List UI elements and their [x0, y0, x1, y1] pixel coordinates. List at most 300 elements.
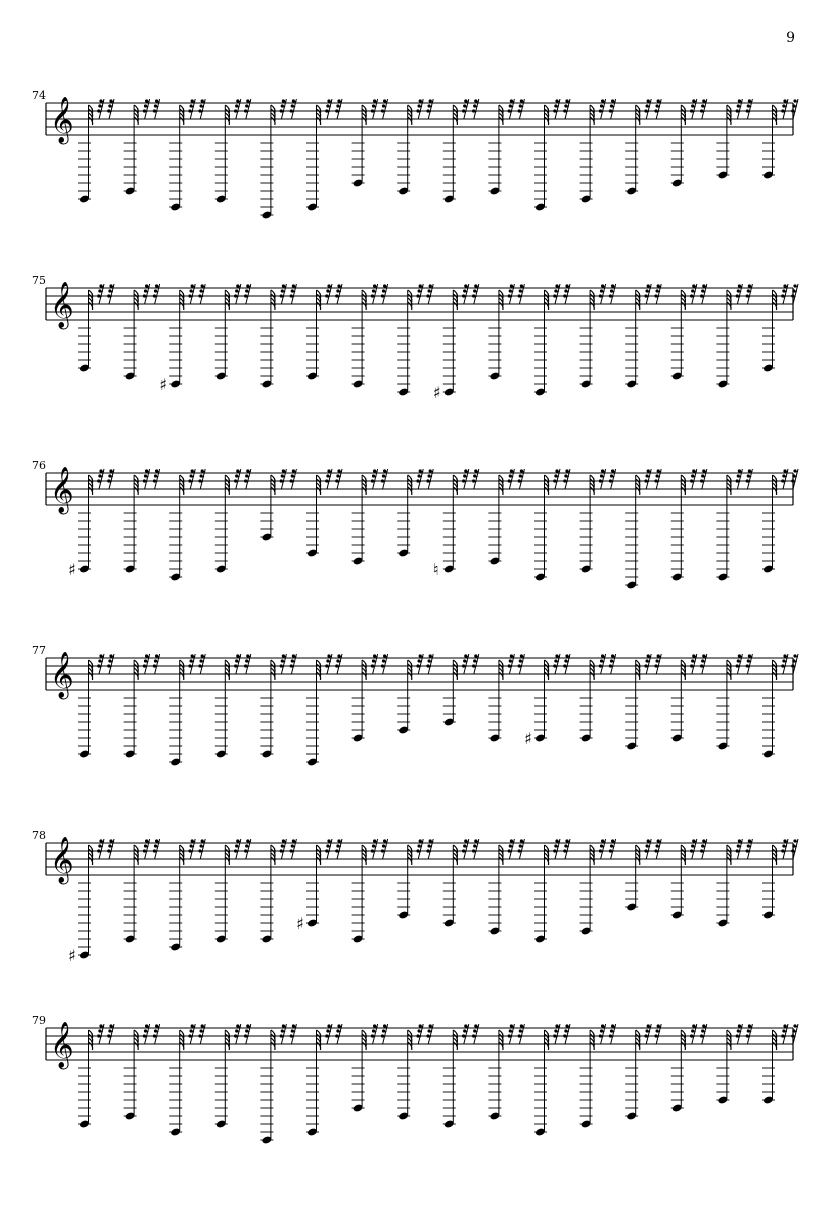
note: [124, 1024, 160, 1121]
rest-icon: [381, 284, 388, 304]
note: [296, 839, 342, 933]
rest-icon: [426, 1024, 433, 1044]
rest-icon: [335, 99, 342, 119]
rest-icon: [188, 284, 195, 304]
rest-icon: [143, 99, 150, 119]
note: [397, 99, 433, 196]
note: [762, 284, 798, 373]
staff: [0, 268, 835, 468]
rest-icon: [736, 99, 743, 119]
rest-icon: [654, 284, 661, 304]
rest-icon: [462, 99, 469, 119]
note: [397, 284, 433, 397]
note: [169, 654, 205, 767]
rest-icon: [518, 284, 525, 304]
rest-icon: [143, 284, 150, 304]
staff: [0, 1008, 835, 1208]
note: [159, 284, 205, 394]
rest-icon: [280, 99, 287, 119]
rest-icon: [518, 1024, 525, 1044]
rest-icon: [644, 839, 651, 859]
note: [625, 654, 661, 751]
rest-icon: [700, 1024, 707, 1044]
note: [397, 1024, 433, 1121]
rest-icon: [462, 469, 469, 489]
rest-icon: [609, 469, 616, 489]
rest-icon: [736, 1024, 743, 1044]
rest-icon: [325, 654, 332, 674]
treble-clef-icon: 𝄞: [50, 282, 74, 328]
note: [169, 839, 205, 952]
rest-icon: [518, 654, 525, 674]
note: [671, 1024, 707, 1113]
rest-icon: [198, 469, 205, 489]
measure-number: 75: [32, 274, 46, 287]
note: [78, 99, 114, 204]
rest-icon: [654, 1024, 661, 1044]
note: [716, 839, 752, 928]
rest-icon: [563, 99, 570, 119]
rest-icon: [426, 839, 433, 859]
note: [716, 284, 752, 389]
sharp-accidental: ♯: [296, 914, 304, 933]
note: [306, 1024, 342, 1137]
note: [580, 284, 616, 389]
rest-icon: [462, 284, 469, 304]
note: [671, 469, 707, 582]
rest-icon: [609, 839, 616, 859]
rest-icon: [280, 1024, 287, 1044]
rest-icon: [198, 839, 205, 859]
note: [534, 469, 570, 582]
note: [524, 654, 570, 748]
rest-icon: [234, 284, 241, 304]
rest-icon: [508, 284, 515, 304]
rest-icon: [188, 99, 195, 119]
rest-icon: [508, 1024, 515, 1044]
note: [534, 1024, 570, 1137]
rest-icon: [234, 839, 241, 859]
rest-icon: [609, 284, 616, 304]
rest-icon: [518, 99, 525, 119]
note: [215, 839, 251, 944]
rest-icon: [472, 839, 479, 859]
rest-icon: [690, 284, 697, 304]
rest-icon: [335, 654, 342, 674]
rest-icon: [371, 654, 378, 674]
rest-icon: [107, 99, 114, 119]
rest-icon: [371, 839, 378, 859]
note: [443, 99, 479, 204]
rest-icon: [690, 99, 697, 119]
rest-icon: [736, 654, 743, 674]
rest-icon: [553, 654, 560, 674]
rest-icon: [654, 469, 661, 489]
note: [124, 99, 160, 196]
note: [78, 1024, 114, 1129]
rest-icon: [599, 654, 606, 674]
rest-icon: [143, 469, 150, 489]
rest-icon: [107, 1024, 114, 1044]
note: [580, 654, 616, 743]
staff-system: [0, 268, 835, 468]
rest-icon: [599, 839, 606, 859]
staff-system: [0, 83, 835, 283]
rest-icon: [700, 469, 707, 489]
rest-icon: [472, 469, 479, 489]
rest-icon: [654, 654, 661, 674]
rest-icon: [462, 654, 469, 674]
rest-icon: [644, 284, 651, 304]
rest-icon: [426, 469, 433, 489]
rest-icon: [97, 1024, 104, 1044]
note: [260, 1024, 296, 1145]
rest-icon: [736, 284, 743, 304]
rest-icon: [153, 1024, 160, 1044]
page-number: 9: [786, 30, 795, 46]
rest-icon: [746, 839, 753, 859]
rest-icon: [781, 469, 788, 489]
rest-icon: [746, 99, 753, 119]
note: [443, 839, 479, 928]
measure-number: 79: [32, 1014, 46, 1027]
rest-icon: [553, 469, 560, 489]
rest-icon: [143, 839, 150, 859]
rest-icon: [153, 469, 160, 489]
rest-icon: [290, 469, 297, 489]
measure-number: 78: [32, 829, 46, 842]
rest-icon: [781, 1024, 788, 1044]
rest-icon: [107, 284, 114, 304]
rest-icon: [280, 654, 287, 674]
rest-icon: [198, 99, 205, 119]
note: [488, 469, 524, 566]
rest-icon: [690, 839, 697, 859]
rest-icon: [107, 839, 114, 859]
note: [671, 284, 707, 381]
rest-icon: [188, 1024, 195, 1044]
note: [488, 839, 524, 936]
note: [352, 469, 388, 566]
rest-icon: [325, 99, 332, 119]
rest-icon: [746, 1024, 753, 1044]
rest-icon: [690, 654, 697, 674]
rest-icon: [280, 284, 287, 304]
staff: [0, 638, 835, 838]
rest-icon: [371, 284, 378, 304]
rest-icon: [335, 1024, 342, 1044]
rest-icon: [553, 99, 560, 119]
rest-icon: [234, 1024, 241, 1044]
rest-icon: [416, 839, 423, 859]
note: [78, 284, 114, 373]
note: [625, 1024, 661, 1121]
note: [433, 284, 479, 402]
rest-icon: [690, 469, 697, 489]
note: [433, 469, 479, 579]
rest-icon: [188, 839, 195, 859]
rest-icon: [736, 469, 743, 489]
note: [580, 99, 616, 204]
rest-icon: [426, 654, 433, 674]
rest-icon: [553, 1024, 560, 1044]
rest-icon: [472, 99, 479, 119]
rest-icon: [462, 839, 469, 859]
note: [306, 654, 342, 767]
staff-system: [0, 823, 835, 1023]
rest-icon: [644, 99, 651, 119]
rest-icon: [325, 469, 332, 489]
rest-icon: [462, 1024, 469, 1044]
rest-icon: [381, 839, 388, 859]
rest-icon: [234, 469, 241, 489]
rest-icon: [654, 839, 661, 859]
note: [215, 99, 251, 204]
rest-icon: [781, 654, 788, 674]
rest-icon: [426, 99, 433, 119]
note: [671, 99, 707, 188]
rest-icon: [508, 839, 515, 859]
note: [625, 99, 661, 196]
note: [488, 99, 524, 196]
rest-icon: [107, 469, 114, 489]
staff-system: [0, 1008, 835, 1208]
rest-icon: [188, 469, 195, 489]
rest-icon: [791, 1024, 798, 1044]
rest-icon: [153, 99, 160, 119]
sharp-accidental: ♯: [159, 375, 167, 394]
rest-icon: [244, 1024, 251, 1044]
note: [169, 469, 205, 582]
note: [215, 1024, 251, 1129]
staff: [0, 453, 835, 653]
rest-icon: [325, 839, 332, 859]
staff: [0, 83, 835, 283]
rest-icon: [599, 1024, 606, 1044]
note: [78, 654, 114, 759]
note: [215, 654, 251, 759]
rest-icon: [508, 99, 515, 119]
rest-icon: [472, 1024, 479, 1044]
note: [68, 839, 114, 965]
note: [169, 1024, 205, 1137]
treble-clef-icon: 𝄞: [50, 467, 74, 513]
rest-icon: [563, 284, 570, 304]
rest-icon: [416, 1024, 423, 1044]
note: [716, 654, 752, 751]
note: [215, 284, 251, 381]
rest-icon: [97, 654, 104, 674]
sharp-accidental: ♯: [68, 946, 76, 965]
staff-system: [0, 453, 835, 653]
rest-icon: [325, 284, 332, 304]
rest-icon: [280, 469, 287, 489]
rest-icon: [143, 654, 150, 674]
note: [260, 99, 296, 220]
rest-icon: [609, 654, 616, 674]
rest-icon: [244, 99, 251, 119]
measure-number: 74: [32, 89, 46, 102]
note: [580, 839, 616, 936]
note: [124, 469, 160, 574]
treble-clef-icon: 𝄞: [50, 1022, 74, 1068]
rest-icon: [416, 284, 423, 304]
note: [306, 469, 342, 558]
rest-icon: [188, 654, 195, 674]
rest-icon: [381, 469, 388, 489]
rest-icon: [416, 469, 423, 489]
rest-icon: [426, 284, 433, 304]
rest-icon: [234, 99, 241, 119]
rest-icon: [736, 839, 743, 859]
rest-icon: [290, 1024, 297, 1044]
treble-clef-icon: 𝄞: [50, 652, 74, 698]
rest-icon: [97, 99, 104, 119]
note: [124, 654, 160, 759]
staff-system: [0, 638, 835, 838]
note: [443, 1024, 479, 1129]
rest-icon: [198, 1024, 205, 1044]
rest-icon: [198, 654, 205, 674]
natural-accidental: ♮: [432, 560, 439, 579]
rest-icon: [381, 1024, 388, 1044]
rest-icon: [508, 469, 515, 489]
rest-icon: [563, 839, 570, 859]
rest-icon: [654, 99, 661, 119]
rest-icon: [609, 99, 616, 119]
note: [260, 654, 296, 759]
note: [260, 839, 296, 944]
note: [534, 839, 570, 944]
note: [352, 284, 388, 389]
note: [215, 469, 251, 574]
rest-icon: [153, 284, 160, 304]
rest-icon: [97, 469, 104, 489]
note: [488, 654, 524, 743]
rest-icon: [746, 654, 753, 674]
note: [352, 839, 388, 944]
note: [306, 284, 342, 381]
note: [580, 1024, 616, 1129]
rest-icon: [381, 654, 388, 674]
rest-icon: [644, 469, 651, 489]
rest-icon: [335, 839, 342, 859]
rest-icon: [244, 654, 251, 674]
rest-icon: [563, 654, 570, 674]
rest-icon: [791, 654, 798, 674]
note: [352, 654, 388, 743]
rest-icon: [553, 839, 560, 859]
rest-icon: [153, 839, 160, 859]
rest-icon: [290, 284, 297, 304]
sharp-accidental: ♯: [68, 560, 76, 579]
note: [260, 284, 296, 389]
rest-icon: [290, 839, 297, 859]
note: [68, 469, 114, 579]
rest-icon: [290, 99, 297, 119]
rest-icon: [746, 469, 753, 489]
note: [306, 99, 342, 212]
rest-icon: [325, 1024, 332, 1044]
rest-icon: [563, 1024, 570, 1044]
rest-icon: [97, 284, 104, 304]
rest-icon: [280, 839, 287, 859]
note: [352, 99, 388, 188]
note: [124, 284, 160, 381]
rest-icon: [371, 99, 378, 119]
rest-icon: [599, 284, 606, 304]
rest-icon: [472, 284, 479, 304]
note: [352, 1024, 388, 1113]
rest-icon: [690, 1024, 697, 1044]
rest-icon: [599, 469, 606, 489]
rest-icon: [335, 469, 342, 489]
rest-icon: [107, 654, 114, 674]
rest-icon: [644, 654, 651, 674]
rest-icon: [746, 284, 753, 304]
rest-icon: [153, 654, 160, 674]
rest-icon: [781, 99, 788, 119]
rest-icon: [244, 839, 251, 859]
rest-icon: [381, 99, 388, 119]
note: [716, 469, 752, 582]
rest-icon: [371, 469, 378, 489]
rest-icon: [700, 839, 707, 859]
rest-icon: [599, 99, 606, 119]
sharp-accidental: ♯: [432, 383, 441, 402]
rest-icon: [97, 839, 104, 859]
treble-clef-icon: 𝄞: [50, 97, 74, 143]
rest-icon: [781, 839, 788, 859]
rest-icon: [234, 654, 241, 674]
note: [169, 99, 205, 212]
rest-icon: [791, 839, 798, 859]
treble-clef-icon: 𝄞: [50, 837, 74, 883]
rest-icon: [518, 839, 525, 859]
rest-icon: [143, 1024, 150, 1044]
note: [488, 1024, 524, 1121]
rest-icon: [508, 654, 515, 674]
rest-icon: [244, 469, 251, 489]
rest-icon: [563, 469, 570, 489]
staff: [0, 823, 835, 1023]
note: [124, 839, 160, 944]
note: [580, 469, 616, 574]
note: [397, 469, 433, 558]
rest-icon: [244, 284, 251, 304]
rest-icon: [700, 284, 707, 304]
rest-icon: [518, 469, 525, 489]
rest-icon: [781, 284, 788, 304]
rest-icon: [791, 284, 798, 304]
rest-icon: [416, 654, 423, 674]
note: [625, 284, 661, 389]
measure-number: 76: [32, 459, 46, 472]
measure-number: 77: [32, 644, 46, 657]
sharp-accidental: ♯: [524, 729, 532, 748]
rest-icon: [700, 99, 707, 119]
rest-icon: [335, 284, 342, 304]
rest-icon: [198, 284, 205, 304]
rest-icon: [416, 99, 423, 119]
note: [534, 284, 570, 397]
rest-icon: [290, 654, 297, 674]
rest-icon: [371, 1024, 378, 1044]
rest-icon: [472, 654, 479, 674]
note: [625, 469, 661, 590]
rest-icon: [700, 654, 707, 674]
rest-icon: [553, 284, 560, 304]
